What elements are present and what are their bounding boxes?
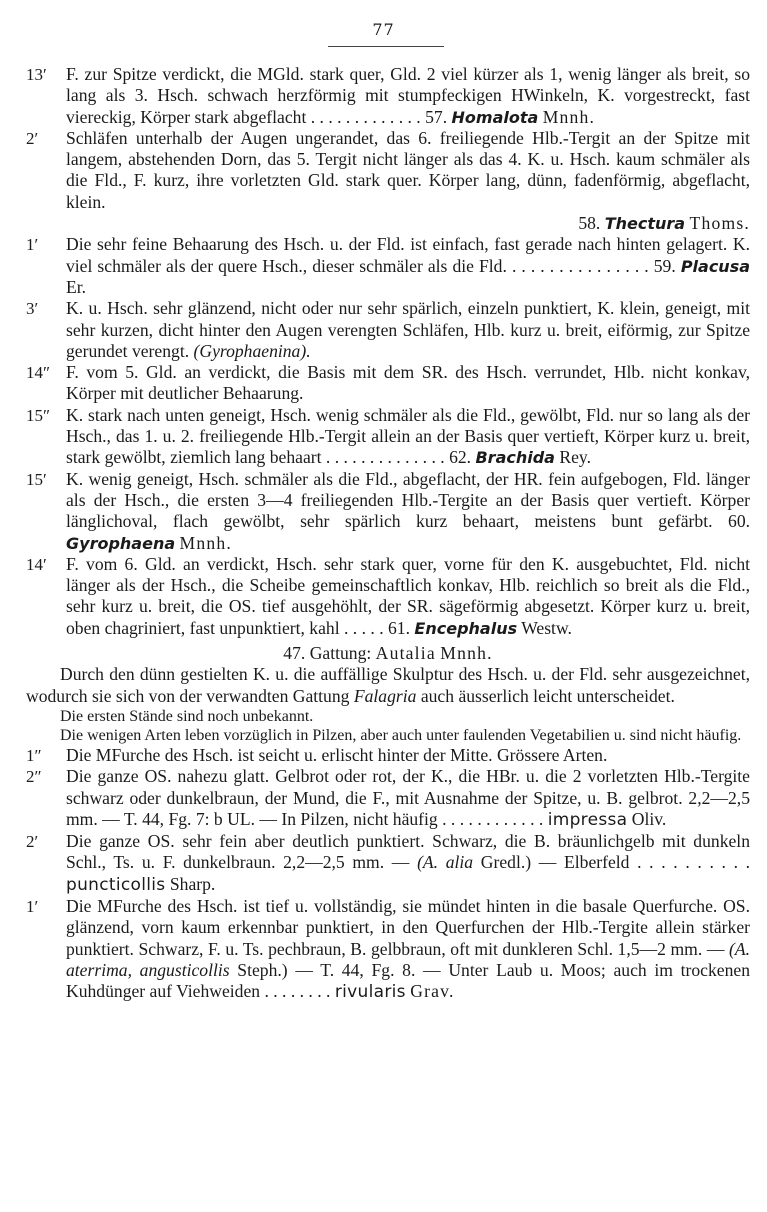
- species-key-entry: [26, 896, 750, 1003]
- species-key-entry: [26, 745, 750, 766]
- key-entry: [26, 405, 750, 469]
- description-tail: auch äusserlich leicht unterscheidet.: [420, 685, 675, 706]
- species-author: Oliv.: [631, 808, 667, 829]
- key-entry: [26, 298, 750, 362]
- entry-text: K. wenig geneigt, Hsch. schmäler als die Fld., abgeflacht, der HR. fein aufgebogen, Fld. länger als der Hsch., die ersten 3—4 freiliegenden Hlb.-Tergite an der Basis quer vertieft. Körper länglichoval, flach gewölbt, sehr spärlich kurz behaart, meistens bunt gefärbt.: [66, 468, 750, 532]
- entry-text: F. vom 6. Gld. an verdickt, Hsch. sehr stark quer, vorne für den K. ausgebuchtet, Fld. nicht länger als der Hsch., die Scheibe gemeinschaftlich konkav, Hlb. reichlich so breit als die Fld., sehr kurz u. breit, die OS. tief ausgehöhlt, der SR. sägeförmig abgesetzt. Körper kurz u. breit, oben chagriniert, fast unpunktiert, kahl: [66, 553, 750, 638]
- leader-dots: . . . . . . . .: [260, 981, 331, 1002]
- couplet-number: 15″: [26, 405, 51, 425]
- entry-text: Die MFurche des Hsch. ist tief u. vollständig, sie mündet hinten in die basale Querfurche. OS. glänzend, vorn kaum erkennbar punktiert, in den Querfurchen der Hlb.-Tergite allein stärker punktiert. Schwarz, F. u. Ts. pechbraun, B. gelbbraun, oft mit dunkleren Schl. 1,5—2 mm. —: [66, 895, 750, 959]
- genus-author: Thoms.: [689, 213, 750, 234]
- entry-text: Die sehr feine Behaarung des Hsch. u. der Fld. ist einfach, fast gerade nach hinten gelagert. K. viel schmäler als der quere Hsch., dieser schmäler als die Fld.: [66, 234, 750, 276]
- genus-reference: [425, 107, 595, 127]
- species-author: Grav.: [410, 981, 455, 1002]
- genus-name: Placusa: [680, 256, 751, 276]
- genus-reference: [66, 213, 750, 234]
- genus-number: 59.: [653, 255, 676, 276]
- couplet-number: 14′: [26, 554, 47, 574]
- entry-text: Die ganze OS. nahezu glatt. Gelbrot oder rot, der K., die HBr. u. die 2 vorletzten Hlb.-Tergite schwarz oder dunkelbraun, der Mund, die F., mit Ausnahme der Spitze, u. B. gelbrot. 2,2—2,5 mm. — T. 44, Fg. 7: b UL. — In Pilzen, nicht häufig: [66, 766, 750, 829]
- genus-heading-author: Mnnh.: [440, 643, 493, 664]
- leader-dots: . . . . . . . . . . . . . .: [321, 447, 445, 468]
- synonym: (A. aterrima, angusticollis: [66, 938, 750, 980]
- entry-text-continued: Gredl.) — Elberfeld: [480, 852, 630, 873]
- genus-heading-name: Autalia: [375, 643, 436, 664]
- synonym: (A. alia: [417, 852, 474, 873]
- entry-text: F. zur Spitze verdickt, die MGld. stark quer, Gld. 2 viel kürzer als 1, wenig länger als breit, so lang als 3. Hsch. schwach herzförmig mit stumpfeckigen HWinkeln, K. vorgestreckt, fast viereckig, Körper stark abgeflacht: [66, 64, 750, 127]
- species-author: Sharp.: [169, 873, 216, 894]
- entry-text-continued: Steph.) — T. 44, Fg. 8. — Unter Laub u. Moos; auch im trockenen Kuhdünger auf Viehweiden: [66, 959, 750, 1002]
- genus-reference: [449, 447, 591, 467]
- genus-author: Mnnh.: [542, 106, 596, 127]
- genus-author: Westw.: [521, 617, 572, 638]
- description-text: Durch den dünn gestielten K. u. die auffällige Skulptur des Hsch. u. der Fld. sehr ausgezeichnet, wodurch sie sich von der verwandten Gattung: [26, 664, 750, 706]
- genus-name: Brachida: [475, 448, 555, 468]
- leader-dots: . . . . .: [339, 617, 384, 638]
- related-genus: Falagria: [353, 685, 417, 706]
- entry-text: Die MFurche des Hsch. ist seicht u. erlischt hinter der Mitte. Grössere Arten.: [66, 744, 608, 765]
- couplet-number: 1″: [26, 745, 42, 765]
- couplet-number: 13′: [26, 65, 47, 84]
- couplet-number: 15′: [26, 469, 47, 489]
- key-entry: [26, 128, 750, 234]
- genus-reference: [388, 618, 572, 638]
- subtribe-name: (Gyrophaenina).: [193, 340, 311, 361]
- entry-text: Schläfen unterhalb der Augen ungerandet, das 6. freiliegende Hlb.-Tergit an der Spitze mit langem, abstehenden Dorn, das 5. Tergit nicht länger als das 4. K. u. Hsch. kaum schmäler als die Fld., F. kurz, ihre vorletzten Gld. stark quer. Körper lang, dünn, fadenförmig, abgeflacht, klein.: [66, 127, 750, 212]
- couplet-number: 1′: [26, 235, 39, 255]
- species-key-entry: [26, 766, 750, 831]
- key-entry: [26, 469, 750, 554]
- genus-heading-number: 47. Gattung:: [283, 643, 372, 664]
- entry-text: K. stark nach unten geneigt, Hsch. wenig schmäler als die Fld., gewölbt, Fld. nur so lang als der Hsch., das 1. u. 2. freiliegende Hlb.-Tergit allein an der Basis quer vertieft, Körper kurz u. breit, stark gewölbt, ziemlich lang behaart: [66, 404, 750, 468]
- page-content: [26, 64, 750, 1003]
- genus-number: 62.: [449, 447, 472, 468]
- page-number: 77: [372, 20, 395, 39]
- couplet-number: 2′: [26, 832, 39, 852]
- note-larvae: Die ersten Stände sind noch unbekannt.: [60, 707, 314, 725]
- leader-dots: . . . . . . . . . .: [629, 852, 751, 873]
- couplet-number: 14″: [26, 363, 51, 383]
- genus-number: 58.: [578, 213, 601, 234]
- couplet-number: 2″: [26, 767, 42, 787]
- note-habitat: Die wenigen Arten leben vorzüglich in Pilzen, aber auch unter faulenden Vegetabilien u. sind nicht häufig.: [60, 726, 742, 744]
- genus-author: Mnnh.: [179, 532, 232, 553]
- leader-dots: . . . . . . . . . . . . . . .: [506, 255, 649, 276]
- leader-dots: . . . . . . . . . . . .: [437, 808, 544, 829]
- genus-number: 60.: [728, 511, 751, 532]
- species-name: puncticollis: [66, 874, 166, 895]
- entry-text: Die ganze OS. sehr fein aber deutlich punktiert. Schwarz, die B. bräunlichgelb mit dunkeln Schl., Ts. u. F. dunkelbraun. 2,2—2,5 mm. —: [66, 831, 750, 873]
- genus-author: Rey.: [559, 447, 591, 468]
- genus-name: Encephalus: [414, 618, 518, 638]
- key-entry: [26, 64, 750, 128]
- genus-description: [26, 664, 750, 707]
- key-entry: [26, 362, 750, 405]
- genus-author: Er.: [66, 276, 87, 297]
- genus-name: Homalota: [451, 107, 539, 127]
- genus-name: Gyrophaena: [66, 533, 176, 553]
- couplet-number: 2′: [26, 128, 39, 148]
- key-entry: [26, 234, 750, 298]
- species-name: impressa: [547, 809, 628, 830]
- genus-heading: [26, 643, 750, 664]
- couplet-number: 1′: [26, 896, 39, 916]
- species-name: rivularis: [334, 982, 406, 1003]
- couplet-number: 3′: [26, 299, 39, 319]
- genus-name: Thectura: [604, 214, 686, 234]
- genus-number: 57.: [425, 106, 448, 127]
- entry-text: K. u. Hsch. sehr glänzend, nicht oder nur sehr spärlich, einzeln punktiert, K. klein, geneigt, mit sehr kurzen, dicht hinter den Augen verengten Schläfen, Hlb. kurz u. breit, eiförmig, zur Spitze gerundet verengt.: [66, 298, 750, 361]
- species-key-entry: [26, 831, 750, 896]
- genus-number: 61.: [388, 617, 410, 638]
- entry-text: F. vom 5. Gld. an verdickt, die Basis mit dem SR. des Hsch. verrundet, Hlb. nicht konkav, Körper mit deutlicher Behaarung.: [66, 362, 750, 404]
- key-entry: [26, 554, 750, 639]
- header-rule: [328, 46, 444, 47]
- leader-dots: . . . . . . . . . . . . .: [306, 106, 421, 127]
